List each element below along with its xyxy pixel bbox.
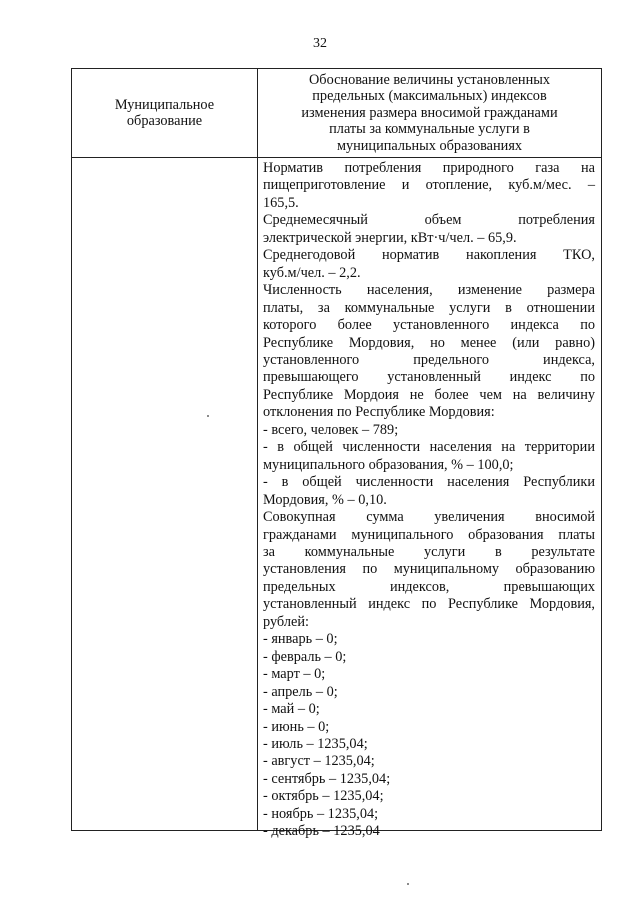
header-right-line: платы за коммунальные услуги в — [329, 121, 530, 138]
scan-speck — [407, 883, 409, 885]
text-line: предельных индексов, превышающих — [263, 578, 595, 595]
header-right-line: Обоснование величины установленных — [308, 71, 550, 88]
text-line: куб.м/чел. – 2,2. — [263, 264, 361, 281]
text-line: - август – 1235,04; — [263, 753, 375, 770]
justification-table — [71, 68, 602, 840]
text-line: - март – 0; — [263, 666, 326, 683]
text-line: Совокупная сумма увеличения вносимой — [263, 509, 595, 526]
header-justification — [258, 69, 601, 157]
text-line: - октябрь – 1235,04; — [263, 788, 384, 805]
text-line: электрической энергии, кВт·ч/чел. – 65,9. — [263, 229, 517, 246]
text-line: установленного предельного индекса, — [263, 351, 595, 368]
column-divider — [257, 69, 258, 830]
text-line: превышающего установленный индекс по — [263, 369, 595, 386]
justification-text — [263, 160, 595, 841]
scan-speck — [207, 415, 209, 417]
text-line: Норматив потребления природного газа на — [263, 160, 595, 176]
text-line: Среднемесячный объем потребления — [263, 212, 595, 229]
text-line: - в общей численности населения Республики — [263, 474, 595, 491]
page-number: 32 — [313, 36, 327, 51]
header-right-line: предельных (максимальных) индексов — [312, 88, 547, 105]
text-line: - июль – 1235,04; — [263, 735, 368, 752]
text-line: Численность населения, изменение размера — [263, 282, 595, 299]
text-line: платы, за коммунальные услуги в отношении — [263, 299, 595, 316]
text-line: - январь – 0; — [263, 631, 338, 648]
text-line: установления по муниципальному образованию — [263, 561, 595, 578]
text-line: которого более установленного индекса по — [263, 317, 595, 334]
text-line: - февраль – 0; — [263, 648, 347, 665]
text-line: муниципального образования, % – 100,0; — [263, 456, 514, 473]
header-left-line: образование — [126, 113, 203, 129]
text-line: Республике Мордовия, но менее (или равно) — [263, 334, 595, 351]
text-line: - в общей численности населения на территории — [263, 439, 595, 456]
text-line: - сентябрь – 1235,04; — [263, 770, 391, 787]
header-divider — [72, 157, 601, 158]
text-line: гражданами муниципального образования платы — [263, 526, 595, 543]
header-left-line: Муниципальное — [114, 96, 215, 113]
text-line: пищеприготовление и отопление, куб.м/мес. – — [263, 177, 595, 194]
text-line: 165,5. — [263, 194, 299, 211]
text-line: Мордовия, % – 0,10. — [263, 491, 387, 508]
text-line: за коммунальные услуги в результате — [263, 543, 595, 560]
text-line: - май – 0; — [263, 701, 320, 718]
header-municipality — [72, 69, 257, 157]
text-line: - всего, человек – 789; — [263, 421, 399, 438]
text-line: - июнь – 0; — [263, 718, 330, 735]
text-line: - декабрь – 1235,04 — [263, 823, 380, 840]
text-line: Республике Мордоия не более чем на величину — [263, 386, 595, 403]
text-line: - ноябрь – 1235,04; — [263, 805, 379, 822]
text-line: - апрель – 0; — [263, 683, 338, 700]
header-right-line: изменения размера вносимой гражданами — [301, 104, 558, 121]
header-right-line: муниципальных образованиях — [336, 137, 523, 154]
text-line: установленный индекс по Республике Мордовия, — [263, 596, 595, 613]
text-line: рублей: — [263, 613, 309, 630]
text-line: Среднегодовой норматив накопления ТКО, — [263, 247, 595, 264]
text-line: отклонения по Республике Мордовия: — [263, 404, 495, 421]
